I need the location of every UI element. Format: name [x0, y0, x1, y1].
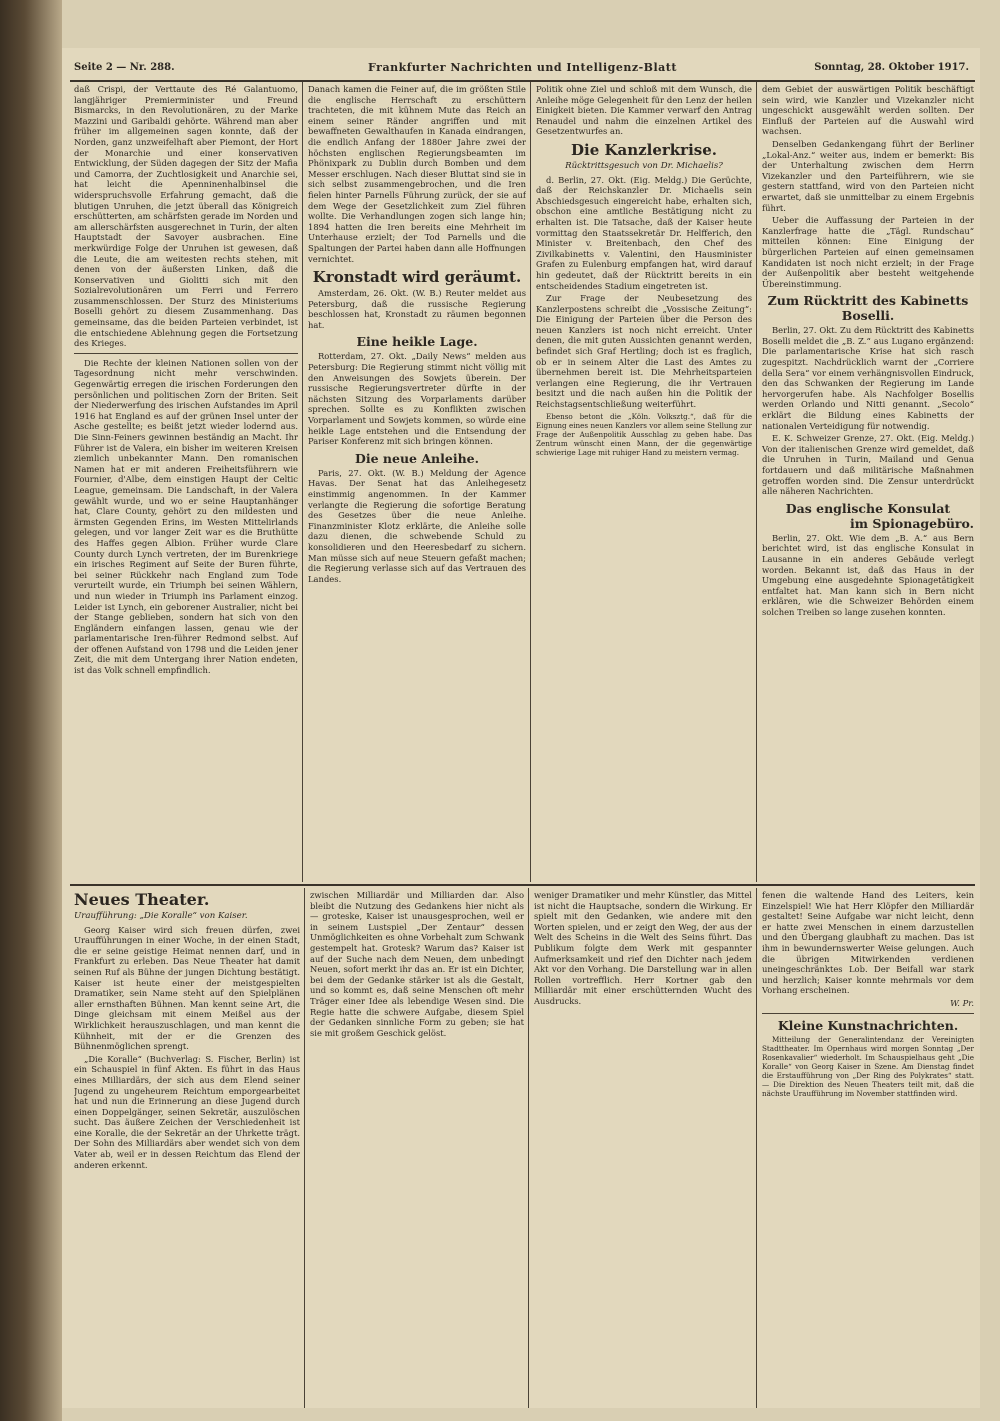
review-paragraph-1: Georg Kaiser wird sich freuen dürfen, zwei Uraufführungen in einer Woche, in der einen Stadt, die er seine geistige Heimat nennen darf, und in Frankfurt zu erleben. Das Neue Theater hat damit seinen Ruf als Bühne der jungen Dichtung bestätigt. Kaiser ist heute einer der meistgespielten Dramatiker, sein Name steht auf den Spielplänen aller ernsthaften Bühnen. Man kennt seine Art, die Dinge gleichsam mit einem Meißel aus der Wirklichkeit herauszuschlagen, und man kennt die Kühnheit, mit der er die Grenzen des Bühnenmöglichen sprengt.	[74, 924, 300, 1052]
article-anleihe: Paris, 27. Okt. (W. B.) Meldung der Agence Havas. Der Senat hat das Anleihegesetz einstimmig angenommen. In der Kammer verlangte die Regierung die sofortige Beratung des Gesetzes über die neue Anleihe. Finanzminister Klotz erklärte, die Anleihe solle dazu dienen, die schwebende Schuld zu konsolidieren und den Heeresbedarf zu sichern. Man müsse sich auf neue Steuern gefaßt machen; die Regierung verlasse sich auf das Vertrauen des Landes.	[308, 467, 526, 584]
masthead: Frankfurter Nachrichten und Intelligenz-Blatt	[368, 61, 677, 74]
article-heikle-lage: Rotterdam, 27. Okt. „Daily News“ melden aus Petersburg: Die Regierung stimmt nicht völlig mit den Anweisungen des Sowjets überein. Der russische Regierungsvertreter dürfte in der nächsten Sitzung des Vorparlaments darüber sprechen. Sollte es zu Konflikten zwischen Vorparlament und Sowjets kommen, so würde eine heikle Lage entstehen und die Entsendung der Pariser Konferenz mit sich bringen können.	[308, 351, 526, 447]
theater-column-2	[310, 890, 524, 1405]
article-divider	[74, 353, 298, 354]
article-divider	[762, 1013, 974, 1014]
article-kanzlerkrise: d. Berlin, 27. Okt. (Eig. Meldg.) Die Gerüchte, daß der Reichskanzler Dr. Michaelis sein Abschiedsgesuch eingereicht habe, erhalten sich, obschon eine amtliche Bestätigung nicht zu erhalten ist. Die Tatsache, daß der Kaiser heute vormittag den Staatssekretär Dr. Helfferich, den Minister v. Breitenbach, den Chef des Zivilkabinetts v. Valentini, den Hausminister Grafen zu Eulenburg empfangen hat, wird darauf hin gedeutet, daß der Rücktritt bereits in ein entscheidendes Stadium eingetreten ist.	[536, 174, 752, 291]
article-ireland-cont: Danach kamen die Feiner auf, die im größten Stile die englische Herrschaft zu erschüttern trachteten, die mit kühnem Mute das Reich an einem seiner Ränder angriffen und mit bewaffneten Gewalthaufen in Kanada eindrangen, die endlich Anfang der 1880er Jahre zwei der höchsten englischen Regierungsbeamten im Phönixpark zu Dublin durch Bomben und dem Messer erschlugen. Nach dieser Bluttat sind sie in sich selbst zusammengebrochen, und die Iren fielen hinter Parnells Führung zurück, der sie auf dem Wege der Gesetzlichkeit zum Ziel führen wollte. Die Verhandlungen zogen sich lange hin; 1894 hatten die Iren bereits eine Mehrheit im Unterhause erzielt; der Tod Parnells und die Spaltungen der Partei haben dann alle Hoffnungen vernichtet.	[308, 84, 526, 264]
theater-column-3	[534, 890, 752, 1405]
review-paragraph-2: „Die Koralle“ (Buchverlag: S. Fischer, Berlin) ist ein Schauspiel in fünf Akten. Es führt in das Haus eines Milliardärs, der sich aus dem Elend seiner Jugend zu ungeheurem Reichtum emporgearbeitet hat und nun die Erinnerung an diese Jugend durch einen Doppelgänger, seinen Sekretär, auszulöschen sucht. Das äußere Zeichen der Verschiedenheit ist eine Koralle, die der Sekretär an der Uhrkette trägt. Der Sohn des Milliardärs aber wendet sich von dem Vater ab, weil er in dessen Reichtum das Elend der anderen erkennt.	[74, 1053, 300, 1170]
article-kanzler-cont: dem Gebiet der auswärtigen Politik beschäftigt sein wird, wie Kanzler und Vizekanzler nicht ungeschickt ausgewählt werden sollten. Der Einfluß der Parteien auf die Auswahl wird wachsen.	[762, 84, 974, 137]
column-rule	[530, 82, 531, 882]
column-rule	[756, 82, 757, 882]
section-divider	[70, 884, 975, 886]
headline-kunstnachrichten: Kleine Kunstnachrichten.	[777, 1017, 959, 1033]
kunst-text: Mitteilung der Generalintendanz der Vereinigten Stadttheater. Im Opernhaus wird morgen Sonntag „Der Rosenkavalier“ wiederholt. Im Schauspielhaus geht „Die Koralle“ von Georg Kaiser in Szene. Am Dienstag findet die Erstaufführung von „Der Ring des Polykrates“ statt. — Die Direktion des Neuen Theaters teilt mit, daß die nächste Uraufführung im November stattfinden wird.	[762, 1034, 974, 1098]
headline-anleihe: Die neue Anleihe.	[355, 450, 479, 466]
article-boselli: Berlin, 27. Okt. Zu dem Rücktritt des Kabinetts Boselli meldet die „B. Z.“ aus Lugano ergänzend: Die parlamentarische Krise hat sich rasch zugespitzt. Nachdrücklich warnt der „Corriere della Sera“ vor einem verhängnisvollen Eindruck, den das Schwanken der Regierung im Lande hervorgerufen habe. Als Nachfolger Bosellis werden Orlando und Nitti genannt. „Secolo“ erklärt die Bildung eines Kabinetts der nationalen Verteidigung für notwendig.	[762, 325, 974, 431]
theater-column-4	[762, 890, 974, 1405]
page-number: Seite 2 — Nr. 288.	[74, 62, 175, 73]
column-rule	[304, 888, 305, 1408]
theater-column-1	[74, 890, 300, 1405]
headline-boselli: Zum Rücktritt des Kabinetts Boselli.	[767, 293, 969, 324]
review-paragraph-3: zwischen Milliardär und Milliarden dar. Also bleibt die Nutzung des Gedankens hier nicht als — groteske, Kaiser ist unausgesprochen, weil er in seinem Lustspiel „Der Zentaur“ dessen Unmöglichkeiten es ohne Vorbehalt zum Schwank gestempelt hat. Grotesk? Warum das? Kaiser ist auf der Suche nach dem Neuen, dem unbedingt Neuen, sofort merkt ihr das an. Er ist ein Dichter, bei dem der Gedanke stärker ist als die Gestalt, und so kommt es, daß seine Menschen oft mehr Träger einer Idee als lebendige Wesen sind. Die Regie hatte die schwere Aufgabe, diesem Spiel der Gedanken sinnliche Form zu geben; sie hat sie mit großem Geschick gelöst.	[310, 890, 524, 1038]
article-italy: daß Crispi, der Verttaute des Ré Galantuomo, langjähriger Premierminister und Freund Bismarcks, in den Revolutionären, zu der Marke Mazzini und Garibaldi gehörte. Während man aber früher im allgemeinen sagen konnte, daß der Norden, ganz unzweifelhaft aber Piemont, der Hort der Monarchie und einer konservativen Entwicklung, der Süden dagegen der Sitz der Mafia und Camorra, der Zuchtlosigkeit und Anarchie sei, hat leicht die Apenninenhalbinsel die widerspruchsvolle Erfahrung gemacht, daß die blutigen Unruhen, die jetzt überall das Königreich erschütterten, am schärfsten gerade im Norden und am allerschärfsten ausgerechnet in Turin, der alten Hauptstadt der Savoyer ausbrachen. Eine merkwürdige Folge der Unruhen ist gewesen, daß die Leute, die am weitesten rechts stehen, mit denen von der äußersten Linken, daß die Konservativen und Giolitti sich mit den Sozialrevolutionären um Ferri und Ferrero zusammenschlossen. Der Sturz des Ministeriums Boselli gehört zu diesem Zusammenhang. Das gemeinsame, das die beiden Parteien verbindet, ist die entschiedene Ablehnung gegen die Fortsetzung des Krieges.	[74, 84, 298, 349]
headline-konsulat: Das englische Konsulat	[785, 500, 951, 516]
headline-heikle-lage: Eine heikle Lage.	[356, 334, 478, 350]
headline-kanzlerkrise: Die Kanzlerkrise.	[570, 140, 717, 159]
article-ireland: Die Rechte der kleinen Nationen sollen von der Tagesordnung nicht mehr verschwinden. Gegenwärtig erregen die irischen Forderungen den persönlichen und politischen Zorn der Briten. Seit der Niederwerfung des irischen Aufstandes im April 1916 hat England es auf der grünen Insel unter der Asche gestellte; es beißt jetzt wieder lodernd aus. Die Sinn-Feiners gewinnen beständig an Macht. Ihr Führer ist de Valera, ein bisher im weiteren Kreisen ziemlich unbekannter Mann. Den romanischen Namen hat er mit anderen Freiheitsführern wie Fournier, d'Albe, dem einstigen Haupt der Celtic League, gemeinsam. Die Landschaft, in der Valera gewählt wurde, und wo er seine Hauptanhänger hat, Clare County, gehört zu den mildesten und ärmsten Gegenden Erins, im Westen Mittelirlands gelegen, und vor langer Zeit war es die Bruthütte des Haffes gegen Albion. Früher wurde Clare County durch Lynch vertreten, der im Burenkriege ein irisches Regiment auf Seite der Buren führte, bei seiner Rückkehr nach England zum Tode verurteilt wurde, ein Triumph bei seinen Wählern, und nun wieder in Triumph ins Parlament einzog. Leider ist Lynch, ein geborener Australier, nicht bei der Stange geblieben, sondern hat sich von den Engländern einfangen lassen, genau wie der parlamentarische Iren-führer Redmond selbst. Auf der offenen Aufstand von 1798 und die Leiden jener Zeit, die mit dem Untergang ihrer Nation endeten, ist das Volk schnell empfindlich.	[74, 357, 298, 676]
review-paragraph-4: weniger Dramatiker und mehr Künstler, das Mittel ist nicht die Hauptsache, sondern die Wirkung. Er spielt mit den Gedanken, wie andere mit den Worten spielen, und er zeigt den Weg, der aus der Welt des Scheins in die Welt des Seins führt. Das Publikum folgte dem Werk mit gespannter Aufmerksamkeit und rief den Dichter nach jedem Akt vor den Vorhang. Die Darstellung war in allen Rollen vortrefflich. Herr Kortner gab den Milliardär mit einer erschütternden Wucht des Ausdrucks.	[534, 890, 752, 1006]
review-signature: W. Pr.	[950, 997, 974, 1008]
article-anleihe-cont: Politik ohne Ziel und schloß mit dem Wunsch, die Anleihe möge Gelegenheit für den Lenz der heilen Einigkeit bieten. Die Kammer verwarf den Antrag Renaudel und nahm die einzelnen Artikel des Gesetzentwurfes an.	[536, 84, 752, 137]
headline-kronstadt: Kronstadt wird geräumt.	[312, 268, 522, 287]
column-1	[74, 84, 298, 882]
article-rundschau: Ueber die Auffassung der Parteien in der Kanzlerfrage hatte die „Tägl. Rundschau“ mitteilen können: Eine Einigung der bürgerlichen Parteien auf einen gemeinsamen Kandidaten ist noch nicht erzielt; in der Frage der Außenpolitik aber besteht weitgehende Übereinstimmung.	[762, 215, 974, 289]
column-4	[762, 84, 974, 882]
article-kanzlerkrise-2: Zur Frage der Neubesetzung des Kanzlerpostens schreibt die „Vossische Zeitung“: Die Einigung der Parteien über die Person des neuen Kanzlers ist noch nicht erreicht. Unter denen, die mit guten Aussichten genannt werden, befindet sich Graf Hertling; doch ist es fraglich, ob er in seinem Alter die Last des Amtes zu übernehmen bereit ist. Die Mehrheitsparteien verlangen eine Regierung, die ihr Vertrauen besitzt und die nach außen hin die Politik der Reichstagsentschließung weiterführt.	[536, 293, 752, 410]
issue-date: Sonntag, 28. Oktober 1917.	[814, 62, 969, 73]
column-3	[536, 84, 752, 882]
article-kanzlerkrise-3: Ebenso betont die „Köln. Volksztg.“, daß für die Eignung eines neuen Kanzlers vor allem seine Stellung zur Frage der Außenpolitik Ausschlag zu geben habe. Das Zentrum wünscht einen Mann, der die gegenwärtige schwierige Lage mit ruhiger Hand zu meistern vermag.	[536, 411, 752, 457]
review-paragraph-5: fenen die waltende Hand des Leiters, kein Einzelspiel! Wie hat Herr Klöpfer den Milliardär gestaltet! Seine Aufgabe war nicht leicht, denn er hatte zwei Menschen in einem darzustellen und den Übergang glaubhaft zu machen. Das ist ihm in bewundernswerter Weise gelungen. Auch die übrigen Mitwirkenden verdienen uneingeschränktes Lob. Der Beifall war stark und herzlich; Kaiser konnte mehrmals vor dem Vorhang erscheinen.	[762, 890, 974, 996]
headline-neues-theater: Neues Theater.	[74, 890, 210, 909]
article-schweizer-grenze: E. K. Schweizer Grenze, 27. Okt. (Eig. Meldg.) Von der italienischen Grenze wird gemeldet, daß die Unruhen in Turin, Mailand und Genua fortdauern und daß militärische Maßnahmen getroffen worden sind. Die Zensur unterdrückt alle näheren Nachrichten.	[762, 433, 974, 497]
column-2	[308, 84, 526, 882]
page-header	[70, 58, 975, 82]
book-binding	[0, 0, 62, 1421]
article-lokal-anzeiger: Denselben Gedankengang führt der Berliner „Lokal-Anz.“ weiter aus, indem er bemerkt: Bis der Unterhaltung zwischen dem Herrn Vizekanzler und den Parteiführern, wie sie gestern stattfand, wird von den Parteien nicht erwartet, daß sie unmittelbar zu einem Ergebnis führt.	[762, 138, 974, 213]
subheadline-kanzlerkrise: Rücktrittsgesuch von Dr. Michaelis?	[565, 160, 723, 171]
column-rule	[756, 888, 757, 1408]
headline-konsulat-2: im Spionagebüro.	[850, 515, 974, 531]
column-rule	[528, 888, 529, 1408]
article-kronstadt: Amsterdam, 26. Okt. (W. B.) Reuter meldet aus Petersburg, daß die russische Regierung beschlossen hat, Kronstadt zu räumen begonnen hat.	[308, 288, 526, 330]
subheadline-koralle: Uraufführung: „Die Koralle“ von Kaiser.	[74, 911, 248, 921]
article-konsulat: Berlin, 27. Okt. Wie dem „B. A.“ aus Bern berichtet wird, ist das englische Konsulat in Lausanne in ein anderes Gebäude verlegt worden. Bekannt ist, daß das Haus in der Umgebung eine ausgedehnte Spionagetätigkeit entfaltet hat. Man kann sich in Bern nicht erklären, wie die Schweizer Behörden einem solchen Treiben so lange zusehen konnten.	[762, 532, 974, 617]
column-rule	[302, 82, 303, 882]
